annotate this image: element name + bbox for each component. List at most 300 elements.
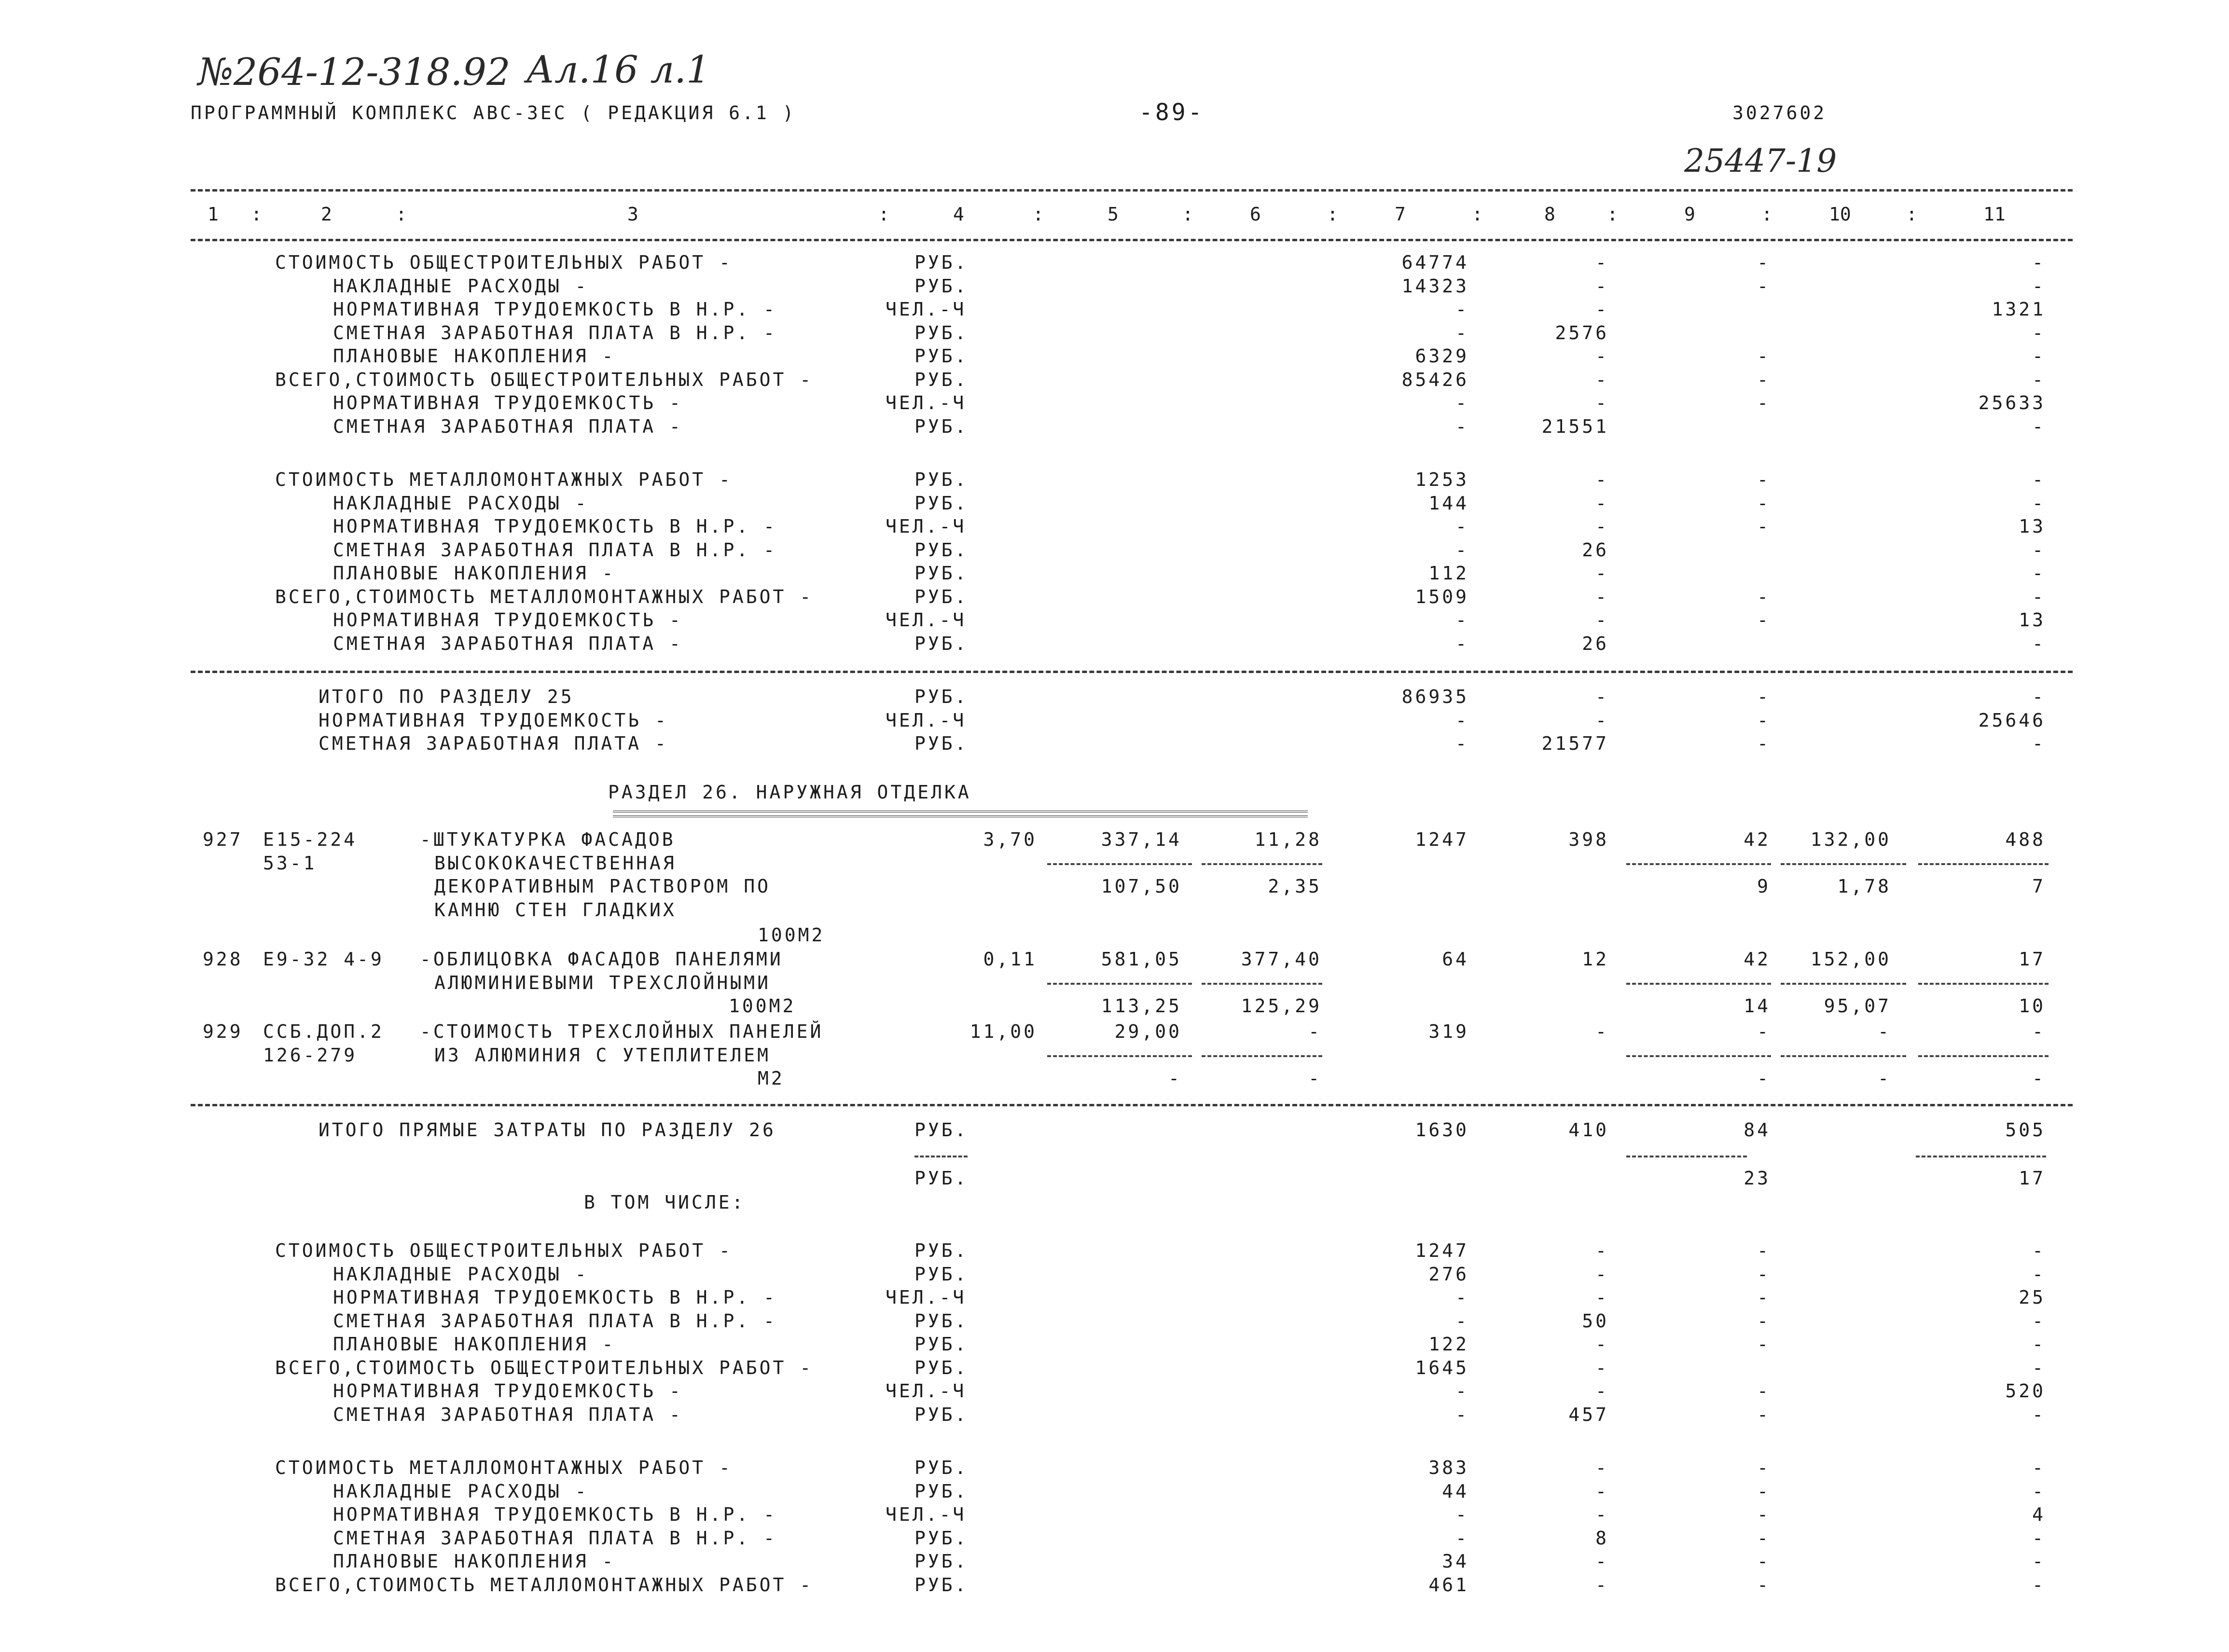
price-underline xyxy=(1626,983,1771,985)
summary-row xyxy=(0,516,2229,539)
summary-row xyxy=(0,586,2229,609)
col11-value: - xyxy=(2032,369,2046,390)
col-sep: : xyxy=(1033,204,1044,225)
section-total-row xyxy=(0,686,2229,709)
price-underline xyxy=(1781,863,1906,865)
summary-row xyxy=(0,252,2229,275)
col8-value: - xyxy=(1595,609,1609,631)
col9-value: - xyxy=(1757,686,1771,707)
row-label: НОРМАТИВНАЯ ТРУДОЕМКОСТЬ В Н.Р. - xyxy=(333,1287,777,1308)
col11-value: - xyxy=(2032,1357,2046,1378)
row-unit: РУБ. xyxy=(914,1457,969,1478)
col6-wage: 125,29 xyxy=(1241,995,1322,1017)
col7-value: 112 xyxy=(1428,563,1469,584)
row-unit: РУБ. xyxy=(914,469,969,490)
col9-value: - xyxy=(1757,492,1771,514)
row-unit: РУБ. xyxy=(914,563,969,584)
row-unit: ЧЕЛ.-Ч xyxy=(886,709,967,731)
col-1: 1 xyxy=(208,204,219,225)
item-code-secondary: 53-1 xyxy=(263,852,317,874)
item-code-secondary: 126-279 xyxy=(263,1044,358,1066)
price-underline xyxy=(1918,983,2049,985)
col9-value: 23 xyxy=(1744,1168,1771,1189)
col8-value: 410 xyxy=(1568,1119,1609,1141)
item-code: ССБ.ДОП.2 xyxy=(263,1021,384,1042)
col11-value: 13 xyxy=(2019,516,2046,537)
col7-value: 1253 xyxy=(1415,469,1469,490)
section-total-row xyxy=(0,710,2229,733)
item-unit: 100М2 xyxy=(729,995,796,1017)
col7-value: - xyxy=(1455,539,1469,561)
col11-value: 520 xyxy=(2005,1380,2046,1402)
col7-value: - xyxy=(1455,709,1469,731)
row-unit: ЧЕЛ.-Ч xyxy=(886,392,967,413)
item-name: ИЗ АЛЮМИНИЯ С УТЕПЛИТЕЛЕМ xyxy=(434,1044,771,1066)
col8-value: - xyxy=(1595,709,1609,731)
col8-value: - xyxy=(1595,563,1609,584)
col9-value: - xyxy=(1757,516,1771,537)
col4-quantity: 0,11 xyxy=(983,949,1037,970)
col8-value: - xyxy=(1595,686,1609,707)
col8-value: 50 xyxy=(1582,1310,1609,1332)
col7-value: 383 xyxy=(1428,1457,1469,1478)
estimate-item-line xyxy=(0,899,2229,922)
col11-value: - xyxy=(2032,1480,2046,1502)
col-7: 7 xyxy=(1395,204,1406,225)
row-label: НАКЛАДНЫЕ РАСХОДЫ - xyxy=(333,492,589,514)
col11-value: 4 xyxy=(2032,1504,2046,1525)
col11-value: 25646 xyxy=(1978,709,2046,731)
col11-value: 488 xyxy=(2005,829,2046,850)
col10-value: - xyxy=(1878,1021,1891,1042)
double-underline xyxy=(613,811,1308,817)
col10-wage: 95,07 xyxy=(1824,995,1891,1017)
col11-value: 25 xyxy=(2019,1287,2046,1308)
col9-value: 84 xyxy=(1744,1119,1771,1141)
row-label: СМЕТНАЯ ЗАРАБОТНАЯ ПЛАТА В Н.Р. - xyxy=(333,539,777,561)
col8-value: 2576 xyxy=(1555,322,1609,344)
price-underline xyxy=(1047,863,1192,865)
summary-row xyxy=(0,322,2229,345)
unit-underline xyxy=(914,1156,968,1157)
col-6: 6 xyxy=(1250,204,1261,225)
col11-value: - xyxy=(2032,1310,2046,1332)
summary-row xyxy=(0,493,2229,516)
column-numbers xyxy=(0,204,2229,227)
item-code: Е9-32 4-9 xyxy=(263,949,384,970)
col8-value: 21551 xyxy=(1541,415,1609,437)
col9-value: - xyxy=(1757,1551,1771,1572)
col-8: 8 xyxy=(1544,204,1555,225)
estimate-item xyxy=(0,949,2229,972)
col9-value: - xyxy=(1757,586,1771,607)
col-10: 10 xyxy=(1829,204,1851,225)
row-label: ИТОГО ПРЯМЫЕ ЗАТРАТЫ ПО РАЗДЕЛУ 26 xyxy=(318,1119,776,1141)
direct-costs-total-row xyxy=(0,1168,2229,1191)
document-code: 3027602 xyxy=(1732,102,1827,124)
col6-price: 377,40 xyxy=(1241,949,1322,970)
col7-value: 319 xyxy=(1428,1021,1469,1042)
col11-value: - xyxy=(2032,686,2046,707)
row-unit: РУБ. xyxy=(914,1574,969,1596)
summary-row xyxy=(0,1528,2229,1551)
col7-value: - xyxy=(1455,1380,1469,1402)
price-underline xyxy=(1781,983,1906,985)
row-label: НОРМАТИВНАЯ ТРУДОЕМКОСТЬ В Н.Р. - xyxy=(333,516,777,537)
col9-wage: 9 xyxy=(1757,876,1771,897)
col11-value: 17 xyxy=(2019,1168,2046,1189)
row-unit: РУБ. xyxy=(914,539,969,561)
col8-value: - xyxy=(1595,1574,1609,1596)
col11-value: - xyxy=(2032,492,2046,514)
col7-value: 122 xyxy=(1428,1334,1469,1355)
col7-value: - xyxy=(1455,1287,1469,1308)
col9-value: - xyxy=(1757,1380,1771,1402)
col11-value: - xyxy=(2032,586,2046,607)
col9-value: - xyxy=(1757,1404,1771,1425)
row-unit: РУБ. xyxy=(914,686,969,707)
col-sep: : xyxy=(1182,204,1193,225)
col7-value: - xyxy=(1455,392,1469,413)
item-code: Е15-224 xyxy=(263,829,358,850)
row-label: НОРМАТИВНАЯ ТРУДОЕМКОСТЬ В Н.Р. - xyxy=(333,299,777,320)
col7-value: 1247 xyxy=(1415,1240,1469,1261)
col9-value: 42 xyxy=(1744,829,1771,850)
row-label: НАКЛАДНЫЕ РАСХОДЫ - xyxy=(333,275,589,297)
col11-value: 17 xyxy=(2019,949,2046,970)
col9-value: - xyxy=(1757,1334,1771,1355)
section-26-title: РАЗДЕЛ 26. НАРУЖНАЯ ОТДЕЛКА xyxy=(608,782,971,803)
col6-price: 11,28 xyxy=(1254,829,1322,850)
row-label: СМЕТНАЯ ЗАРАБОТНАЯ ПЛАТА В Н.Р. - xyxy=(333,1310,777,1332)
summary-row xyxy=(0,345,2229,369)
col7-value: 64 xyxy=(1442,949,1469,970)
col7-value: 144 xyxy=(1428,492,1469,514)
col5-price: 581,05 xyxy=(1101,949,1182,970)
row-unit: РУБ. xyxy=(914,1168,969,1189)
summary-row xyxy=(0,1574,2229,1597)
col9-value: - xyxy=(1757,392,1771,413)
row-label: СМЕТНАЯ ЗАРАБОТНАЯ ПЛАТА - xyxy=(333,415,683,437)
col11-value: 505 xyxy=(2005,1119,2046,1141)
summary-row xyxy=(0,1264,2229,1287)
col9-value: - xyxy=(1757,1310,1771,1332)
col11-value: - xyxy=(2032,633,2046,654)
col8-value: - xyxy=(1595,1334,1609,1355)
price-underline xyxy=(1918,1055,2049,1057)
including-text: В ТОМ ЧИСЛЕ: xyxy=(584,1192,746,1213)
item-unit: 100М2 xyxy=(758,924,825,946)
col8-value: - xyxy=(1595,586,1609,607)
col7-value: 1645 xyxy=(1415,1357,1469,1378)
row-label: СТОИМОСТЬ ОБЩЕСТРОИТЕЛЬНЫХ РАБОТ - xyxy=(275,252,733,273)
row-label: НАКЛАДНЫЕ РАСХОДЫ - xyxy=(333,1263,589,1285)
col11-value: - xyxy=(2032,1334,2046,1355)
row-unit: РУБ. xyxy=(914,586,969,607)
col8-value: - xyxy=(1595,1357,1609,1378)
summary-row xyxy=(0,1334,2229,1357)
col9-wage: - xyxy=(1757,1068,1771,1089)
col6-wage: - xyxy=(1308,1068,1322,1089)
col8-value: - xyxy=(1595,1263,1609,1285)
row-unit: РУБ. xyxy=(914,1527,969,1549)
estimate-item-line xyxy=(0,924,2229,948)
row-label: СМЕТНАЯ ЗАРАБОТНАЯ ПЛАТА В Н.Р. - xyxy=(333,322,777,344)
separator-line xyxy=(191,1104,2073,1106)
price-underline xyxy=(1918,863,2049,865)
item-name: -СТОИМОСТЬ ТРЕХСЛОЙНЫХ ПАНЕЛЕЙ xyxy=(420,1021,824,1042)
row-unit: РУБ. xyxy=(914,415,969,437)
value-underline xyxy=(1916,1156,2046,1157)
summary-row xyxy=(0,469,2229,492)
row-label: ПЛАНОВЫЕ НАКОПЛЕНИЯ - xyxy=(333,345,616,367)
col8-value: - xyxy=(1595,345,1609,367)
col9-value: - xyxy=(1757,345,1771,367)
col7-value: 14323 xyxy=(1401,275,1469,297)
row-label: НАКЛАДНЫЕ РАСХОДЫ - xyxy=(333,1480,589,1502)
item-name: ВЫСОКОКАЧЕСТВЕННАЯ xyxy=(434,852,677,874)
col11-value: - xyxy=(2032,1551,2046,1572)
col9-value: - xyxy=(1757,252,1771,273)
col11-value: - xyxy=(2032,415,2046,437)
col11-value: - xyxy=(2032,1574,2046,1596)
row-label: НОРМАТИВНАЯ ТРУДОЕМКОСТЬ - xyxy=(333,392,683,413)
row-label: СМЕТНАЯ ЗАРАБОТНАЯ ПЛАТА - xyxy=(333,633,683,654)
col-9: 9 xyxy=(1684,204,1695,225)
col9-value: - xyxy=(1757,1457,1771,1478)
col8-value: - xyxy=(1595,369,1609,390)
col7-value: 85426 xyxy=(1401,369,1469,390)
col11-value: - xyxy=(2032,1404,2046,1425)
row-label: ВСЕГО,СТОИМОСТЬ МЕТАЛЛОМОНТАЖНЫХ РАБОТ - xyxy=(275,1574,814,1596)
row-unit: РУБ. xyxy=(914,1334,969,1355)
col8-value: - xyxy=(1595,1504,1609,1525)
section-total-row xyxy=(0,733,2229,756)
page-number: -89- xyxy=(1139,99,1204,126)
col8-value: 21577 xyxy=(1541,733,1609,754)
handwritten-reference: №264-12-318.92 xyxy=(198,51,511,94)
col11-value: - xyxy=(2032,539,2046,561)
row-label: СТОИМОСТЬ ОБЩЕСТРОИТЕЛЬНЫХ РАБОТ - xyxy=(275,1240,733,1261)
summary-row xyxy=(0,1310,2229,1334)
col11-value: - xyxy=(2032,252,2046,273)
row-unit: РУБ. xyxy=(914,322,969,344)
summary-row xyxy=(0,1240,2229,1263)
summary-row xyxy=(0,609,2229,633)
col7-value: 1247 xyxy=(1415,829,1469,850)
col8-value: - xyxy=(1595,1021,1609,1042)
col6-price: - xyxy=(1308,1021,1322,1042)
col-sep: : xyxy=(1327,204,1338,225)
item-name: КАМНЮ СТЕН ГЛАДКИХ xyxy=(434,899,677,921)
row-unit: РУБ. xyxy=(914,1404,969,1425)
col7-value: 461 xyxy=(1428,1574,1469,1596)
price-underline xyxy=(1202,983,1322,985)
col7-value: - xyxy=(1455,1310,1469,1332)
price-underline xyxy=(1626,1055,1771,1057)
summary-row xyxy=(0,563,2229,586)
col9-value: - xyxy=(1757,733,1771,754)
col11-value: 25633 xyxy=(1978,392,2046,413)
col-sep: : xyxy=(878,204,889,225)
col10-value: 152,00 xyxy=(1810,949,1891,970)
row-label: ВСЕГО,СТОИМОСТЬ МЕТАЛЛОМОНТАЖНЫХ РАБОТ - xyxy=(275,586,814,607)
row-unit: ЧЕЛ.-Ч xyxy=(886,299,967,320)
col5-wage: 113,25 xyxy=(1101,995,1182,1017)
value-underline xyxy=(1626,1156,1747,1157)
col8-value: - xyxy=(1595,1480,1609,1502)
estimate-item xyxy=(0,829,2229,852)
row-unit: РУБ. xyxy=(914,345,969,367)
col9-value: - xyxy=(1757,709,1771,731)
summary-row xyxy=(0,299,2229,322)
col7-value: 34 xyxy=(1442,1551,1469,1572)
summary-row xyxy=(0,1287,2229,1310)
price-underline xyxy=(1202,863,1322,865)
estimate-item-line xyxy=(0,995,2229,1019)
row-unit: ЧЕЛ.-Ч xyxy=(886,609,967,631)
col11-value: - xyxy=(2032,275,2046,297)
handwritten-sign: Ал.16 л.1 xyxy=(526,48,710,92)
item-number: 927 xyxy=(203,829,243,850)
col-2: 2 xyxy=(321,204,332,225)
estimate-item xyxy=(0,1021,2229,1044)
col8-value: 398 xyxy=(1568,829,1609,850)
section-title xyxy=(0,782,2229,805)
col-sep: : xyxy=(1761,204,1772,225)
col11-wage: 7 xyxy=(2032,876,2046,897)
col11-value: 13 xyxy=(2019,609,2046,631)
col10-value: 132,00 xyxy=(1810,829,1891,850)
row-unit: ЧЕЛ.-Ч xyxy=(886,1504,967,1525)
col8-value: 457 xyxy=(1568,1404,1609,1425)
col7-value: - xyxy=(1455,516,1469,537)
col9-value: - xyxy=(1757,1504,1771,1525)
col4-quantity: 3,70 xyxy=(983,829,1037,850)
col11-value: - xyxy=(2032,563,2046,584)
summary-row xyxy=(0,416,2229,439)
col7-value: 64774 xyxy=(1401,252,1469,273)
row-unit: РУБ. xyxy=(914,1480,969,1502)
row-unit: РУБ. xyxy=(914,252,969,273)
col7-value: 1630 xyxy=(1415,1119,1469,1141)
col11-value: - xyxy=(2032,322,2046,344)
row-unit: РУБ. xyxy=(914,1310,969,1332)
col11-wage: 10 xyxy=(2019,995,2046,1017)
col8-value: - xyxy=(1595,1380,1609,1402)
summary-row xyxy=(0,633,2229,656)
col-sep: : xyxy=(1472,204,1483,225)
price-underline xyxy=(1626,863,1771,865)
item-name: ДЕКОРАТИВНЫМ РАСТВОРОМ ПО xyxy=(434,876,771,897)
col5-wage: - xyxy=(1168,1068,1182,1089)
item-unit: М2 xyxy=(758,1068,785,1089)
summary-row xyxy=(0,1551,2229,1574)
summary-row xyxy=(0,1357,2229,1380)
col9-value: - xyxy=(1757,609,1771,631)
summary-row xyxy=(0,1481,2229,1504)
row-unit: РУБ. xyxy=(914,492,969,514)
col11-value: 1321 xyxy=(1992,299,2046,320)
separator-line xyxy=(191,189,2073,192)
program-header: ПРОГРАММНЫЙ КОМПЛЕКС АВС-ЗЕС ( РЕДАКЦИЯ 6.1 ) xyxy=(191,102,796,124)
col9-value: - xyxy=(1757,1527,1771,1549)
summary-row xyxy=(0,1457,2229,1480)
col8-value: - xyxy=(1595,275,1609,297)
row-unit: РУБ. xyxy=(914,1119,969,1141)
col-sep: : xyxy=(396,204,407,225)
row-label: НОРМАТИВНАЯ ТРУДОЕМКОСТЬ В Н.Р. - xyxy=(333,1504,777,1525)
row-unit: РУБ. xyxy=(914,369,969,390)
col11-value: - xyxy=(2032,469,2046,490)
col8-value: - xyxy=(1595,1551,1609,1572)
col8-value: - xyxy=(1595,299,1609,320)
separator-line xyxy=(191,671,2073,673)
col-5: 5 xyxy=(1108,204,1119,225)
col-sep: : xyxy=(251,204,262,225)
col7-value: 6329 xyxy=(1415,345,1469,367)
col7-value: 86935 xyxy=(1401,686,1469,707)
col8-value: - xyxy=(1595,1457,1609,1478)
row-label: ПЛАНОВЫЕ НАКОПЛЕНИЯ - xyxy=(333,1334,616,1355)
summary-row xyxy=(0,539,2229,563)
col9-value: - xyxy=(1757,275,1771,297)
col8-value: 8 xyxy=(1595,1527,1609,1549)
row-label: ПЛАНОВЫЕ НАКОПЛЕНИЯ - xyxy=(333,563,616,584)
row-unit: РУБ. xyxy=(914,733,969,754)
col8-value: - xyxy=(1595,1287,1609,1308)
col11-value: - xyxy=(2032,1021,2046,1042)
row-label: НОРМАТИВНАЯ ТРУДОЕМКОСТЬ - xyxy=(333,1380,683,1402)
row-unit: РУБ. xyxy=(914,1357,969,1378)
col11-value: - xyxy=(2032,1263,2046,1285)
col9-value: - xyxy=(1757,1263,1771,1285)
col11-value: - xyxy=(2032,1240,2046,1261)
col9-value: - xyxy=(1757,1574,1771,1596)
row-label: ВСЕГО,СТОИМОСТЬ ОБЩЕСТРОИТЕЛЬНЫХ РАБОТ - xyxy=(275,1357,814,1378)
col7-value: - xyxy=(1455,1504,1469,1525)
item-name: -ОБЛИЦОВКА ФАСАДОВ ПАНЕЛЯМИ xyxy=(420,949,783,970)
col11-value: - xyxy=(2032,733,2046,754)
col9-value: - xyxy=(1757,1287,1771,1308)
col-11: 11 xyxy=(1983,204,2006,225)
col-sep: : xyxy=(1607,204,1618,225)
estimate-item-line xyxy=(0,876,2229,899)
col8-value: - xyxy=(1595,516,1609,537)
col7-value: 276 xyxy=(1428,1263,1469,1285)
estimate-item-line xyxy=(0,1068,2229,1091)
row-label: ИТОГО ПО РАЗДЕЛУ 25 xyxy=(318,686,574,707)
direct-costs-total-row xyxy=(0,1119,2229,1143)
row-unit: ЧЕЛ.-Ч xyxy=(886,516,967,537)
col5-price: 337,14 xyxy=(1101,829,1182,850)
col9-value: 42 xyxy=(1744,949,1771,970)
row-label: СМЕТНАЯ ЗАРАБОТНАЯ ПЛАТА - xyxy=(333,1404,683,1425)
col8-value: - xyxy=(1595,1240,1609,1261)
summary-row xyxy=(0,392,2229,415)
col7-value: - xyxy=(1455,609,1469,631)
row-label: ПЛАНОВЫЕ НАКОПЛЕНИЯ - xyxy=(333,1551,616,1572)
col8-value: - xyxy=(1595,469,1609,490)
row-unit: РУБ. xyxy=(914,1551,969,1572)
col9-value: - xyxy=(1757,1240,1771,1261)
col7-value: 44 xyxy=(1442,1480,1469,1502)
col7-value: - xyxy=(1455,299,1469,320)
col-sep: : xyxy=(1906,204,1917,225)
col4-quantity: 11,00 xyxy=(969,1021,1037,1042)
item-name: АЛЮМИНИЕВЫМИ ТРЕХСЛОЙНЫМИ xyxy=(434,972,771,993)
row-label: ВСЕГО,СТОИМОСТЬ ОБЩЕСТРОИТЕЛЬНЫХ РАБОТ - xyxy=(275,369,814,390)
